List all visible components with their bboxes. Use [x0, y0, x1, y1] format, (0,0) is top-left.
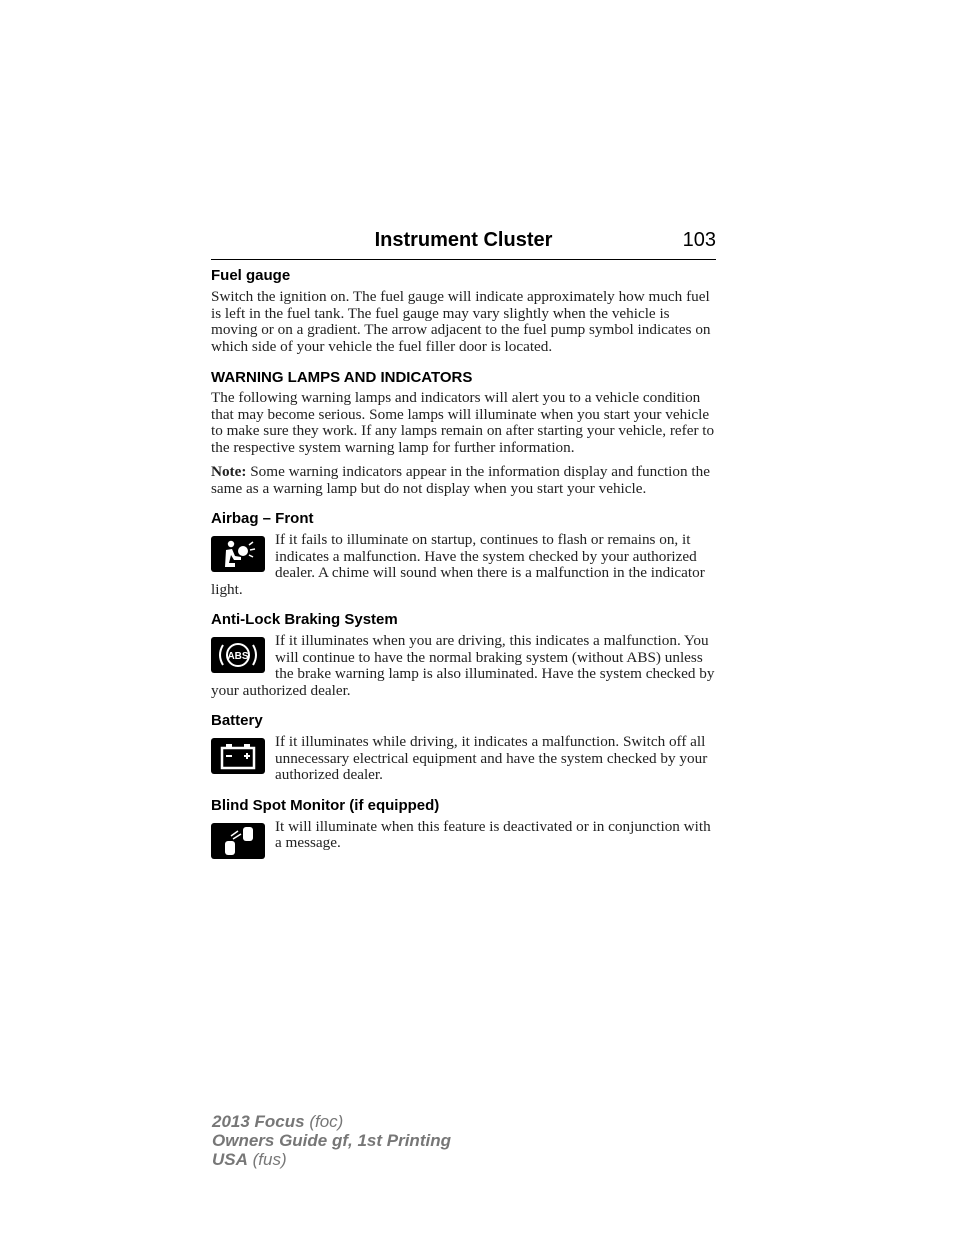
airbag-item: [211, 532, 716, 598]
blind-spot-icon: [211, 823, 265, 859]
airbag-warning-icon: [211, 536, 265, 572]
abs-icon-label: ABS: [227, 651, 249, 662]
abs-item: [211, 633, 716, 699]
footer-market: USA: [212, 1150, 248, 1169]
airbag-text: If it fails to illuminate on startup, continues to flash or remains on, it indicates a malfunction. Have the system checked by your authorized dealer. A chime will sound when there is a malfunction in the indicator light.: [211, 531, 705, 598]
chapter-title: Instrument Cluster: [374, 229, 553, 251]
battery-text: If it illuminates while driving, it indicates a malfunction. Switch off all unnecessary electrical equipment and have the system checked by your authorized dealer.: [275, 733, 708, 783]
battery-heading: Battery: [211, 712, 263, 729]
footer-line-2: Owners Guide gf, 1st Printing: [212, 1131, 451, 1150]
footer-line-3: [212, 1150, 451, 1169]
blind-spot-heading: Blind Spot Monitor (if equipped): [211, 796, 440, 814]
footer-market-code: (fus): [247, 1150, 287, 1169]
page-header: [211, 229, 716, 260]
note-paragraph: [211, 464, 716, 497]
page-number: 103: [682, 229, 716, 251]
fuel-gauge-text: Switch the ignition on. The fuel gauge will indicate approximately how much fuel is left in the fuel tank. The fuel gauge may vary slightly when the vehicle is moving or on a gradient. The arrow adjacent to the fuel pump symbol indicates on which side of your vehicle the fuel filler door is located.: [211, 288, 711, 355]
battery-warning-icon: [211, 738, 265, 774]
note-label: Note:: [211, 463, 247, 480]
blind-spot-text: It will illuminate when this feature is deactivated or in conjunction with a message.: [275, 817, 711, 851]
page-footer: [212, 1112, 451, 1169]
battery-item: [211, 734, 716, 784]
footer-model: 2013 Focus: [212, 1112, 305, 1131]
airbag-heading: Airbag – Front: [211, 510, 314, 527]
note-text: Some warning indicators appear in the information display and function the same as a warning lamp but do not display when you start your vehicle.: [211, 463, 710, 497]
warning-lamps-heading: WARNING LAMPS AND INDICATORS: [211, 369, 473, 386]
footer-model-code: (foc): [304, 1112, 344, 1131]
main-column: [211, 266, 716, 863]
abs-warning-icon: [211, 637, 265, 673]
abs-heading: Anti-Lock Braking System: [211, 611, 398, 628]
abs-text: If it illuminates when you are driving, this indicates a malfunction. You will continue to have the normal braking system (without ABS) unless the brake warning lamp is also illuminated. Have the system checked by your authorized dealer.: [211, 632, 715, 699]
warning-lamps-text: The following warning lamps and indicators will alert you to a vehicle condition that may become serious. Some lamps will illuminate when you start your vehicle to make sure they work. If any lamps remain on after starting your vehicle, refer to the respective system warning lamp for further information.: [211, 389, 715, 456]
fuel-gauge-heading: Fuel gauge: [211, 267, 291, 284]
blind-spot-item: [211, 819, 716, 863]
footer-line-1: [212, 1112, 451, 1131]
